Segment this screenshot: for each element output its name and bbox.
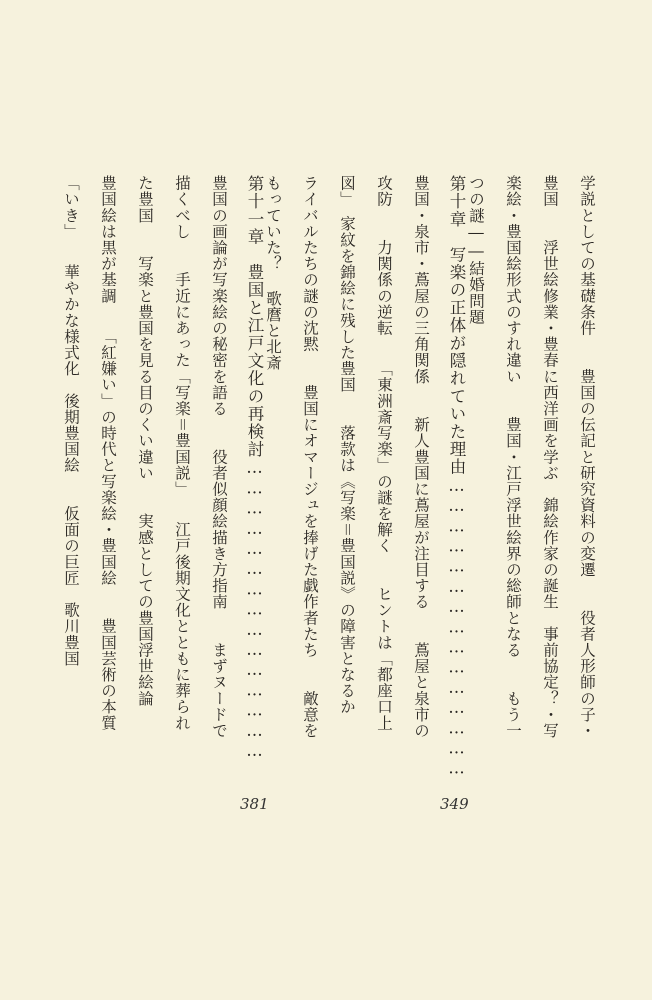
toc-text-column: もっていた？ 歌麿と北斎 [264,175,282,371]
toc-text-column: 学説としての基礎条件 豊国の伝記と研究資料の変遷 役者人形師の子・ [578,175,596,739]
toc-text-column: 描くべし 手近にあった「写楽＝豊国説」 江戸後期文化とともに葬られ [173,175,191,731]
toc-text-column: 豊国・泉市・蔦屋の三角関係 新人豊国に蔦屋が注目する 蔦屋と泉市の [412,175,430,739]
toc-text-column: 楽絵・豊国絵形式のすれ違い 豊国・江戸浮世絵界の総師となる もう一 [504,175,522,739]
chapter-11-heading[interactable]: 第十一章 豊国と江戸文化の再検討……………………………………… [245,175,264,762]
toc-text-column: 豊国 浮世絵修業・豊春に西洋画を学ぶ 錦絵作家の誕生 事前協定？・写 [541,175,559,739]
chapter-11-page-number: 381 [240,795,269,813]
toc-text-column: 豊国の画論が写楽絵の秘密を語る 役者似顔絵描き方指南 まずヌードで [210,175,228,739]
toc-text-column: ライバルたちの謎の沈黙 豊国にオマージュを捧げた戯作者たち 敵意を [301,175,319,739]
chapter-10-page-number: 349 [440,795,469,813]
chapter-10-heading[interactable]: 第十章 写楽の正体が隠れていた理由……………………………………… [447,175,466,779]
toc-text-column: 図」 家紋を錦絵に残した豊国 落款は《写楽＝豊国説》の障害となるか [338,175,356,715]
toc-text-column: 「いき」 華やかな様式化 後期豊国絵 仮面の巨匠 歌川豊国 [62,175,80,667]
toc-text-column: 攻防 力関係の逆転 「東洲斎写楽」の謎を解く ヒントは「都座口上 [375,175,393,731]
toc-text-column: た豊国 写楽と豊国を見る目のくい違い 実感としての豊国浮世絵論 [136,175,154,707]
toc-text-column: つの謎――結婚問題 [467,175,485,325]
toc-text-column: 豊国絵は黒が基調 「紅嫌い」の時代と写楽絵・豊国絵 豊国芸術の本質 [99,175,117,731]
